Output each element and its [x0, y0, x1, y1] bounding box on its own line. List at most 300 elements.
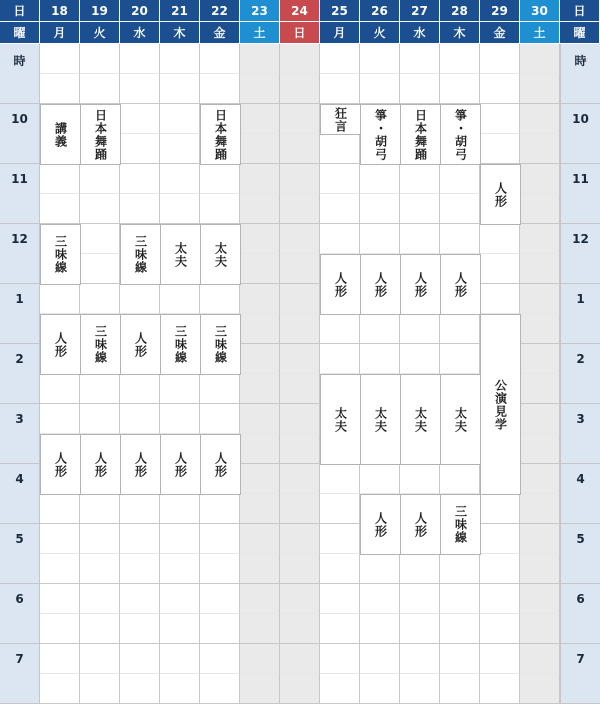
grid-cell [160, 44, 200, 74]
grid-cell [520, 194, 560, 224]
grid-cell [200, 614, 240, 644]
event-label: 三味線 [213, 325, 228, 364]
event-block[interactable] [400, 374, 441, 465]
time-label: 3 [0, 404, 40, 464]
grid-cell [520, 314, 560, 344]
grid-cell [360, 614, 400, 644]
grid-cell [40, 614, 80, 644]
grid-cell [320, 164, 360, 194]
event-block[interactable] [440, 254, 481, 315]
weekday-header: 土 [520, 22, 560, 44]
time-label: 1 [0, 284, 40, 344]
event-block[interactable] [160, 434, 201, 495]
grid-cell [320, 674, 360, 704]
grid-cell [40, 644, 80, 674]
grid-cell [280, 644, 320, 674]
grid-cell [160, 494, 200, 524]
grid-cell [240, 314, 280, 344]
grid-cell [200, 74, 240, 104]
grid-cell [160, 524, 200, 554]
weekday-header: 金 [200, 22, 240, 44]
grid-cell [40, 524, 80, 554]
grid-cell [360, 464, 400, 494]
grid-cell [160, 374, 200, 404]
grid-cell [280, 314, 320, 344]
event-block[interactable] [80, 104, 121, 165]
grid-cell [120, 74, 160, 104]
grid-cell [520, 644, 560, 674]
event-label: 三味線 [93, 325, 108, 364]
grid-cell [520, 224, 560, 254]
grid-cell [360, 674, 400, 704]
grid-cell [360, 314, 400, 344]
grid-cell [240, 524, 280, 554]
grid-cell [520, 164, 560, 194]
event-label: 日本舞踊 [413, 108, 428, 161]
grid-cell [280, 44, 320, 74]
grid-cell [240, 194, 280, 224]
grid-cell [400, 224, 440, 254]
event-block[interactable] [440, 104, 481, 165]
grid-cell [400, 614, 440, 644]
grid-cell [160, 284, 200, 314]
event-label: 人形 [133, 451, 148, 478]
event-block[interactable] [360, 254, 401, 315]
grid-cell [320, 344, 360, 374]
grid-cell [120, 614, 160, 644]
grid-cell [80, 44, 120, 74]
event-block[interactable] [160, 314, 201, 375]
grid-cell [80, 674, 120, 704]
grid-cell [520, 74, 560, 104]
grid-cell [480, 74, 520, 104]
grid-cell [520, 284, 560, 314]
grid-cell [440, 554, 480, 584]
grid-cell [160, 134, 200, 164]
grid-cell [120, 284, 160, 314]
grid-cell [80, 524, 120, 554]
grid-cell [200, 584, 240, 614]
grid-cell [40, 554, 80, 584]
grid-cell [280, 74, 320, 104]
event-block[interactable] [200, 314, 241, 375]
event-label: 三味線 [53, 235, 68, 274]
grid-cell [480, 254, 520, 284]
grid-cell [280, 674, 320, 704]
grid-cell [280, 224, 320, 254]
event-label: 人形 [213, 451, 228, 478]
event-label: 三味線 [173, 325, 188, 364]
grid-cell [520, 44, 560, 74]
grid-cell [120, 104, 160, 134]
weekday-header: 日 [280, 22, 320, 44]
date-header: 23 [240, 0, 280, 22]
event-block[interactable] [80, 434, 121, 495]
event-label: 人形 [333, 271, 348, 298]
grid-cell [440, 464, 480, 494]
grid-cell [40, 674, 80, 704]
weekday-header: 土 [240, 22, 280, 44]
event-block[interactable] [400, 494, 441, 555]
event-block[interactable] [480, 314, 521, 495]
event-block[interactable] [120, 314, 161, 375]
event-label: 講義 [53, 121, 68, 148]
event-block[interactable] [120, 224, 161, 285]
event-label: 人形 [373, 271, 388, 298]
grid-cell [80, 254, 120, 284]
grid-cell [240, 74, 280, 104]
grid-cell [400, 74, 440, 104]
weekday-header: 木 [440, 22, 480, 44]
grid-cell [80, 224, 120, 254]
grid-cell [440, 674, 480, 704]
event-block[interactable] [80, 314, 121, 375]
grid-cell [360, 44, 400, 74]
grid-cell [480, 584, 520, 614]
time-label-right: 2 [560, 344, 600, 404]
event-label: 太夫 [173, 241, 188, 268]
grid-cell [520, 464, 560, 494]
grid-cell [480, 284, 520, 314]
date-header: 25 [320, 0, 360, 22]
grid-cell [40, 584, 80, 614]
event-block[interactable] [40, 104, 81, 165]
grid-cell [280, 434, 320, 464]
grid-cell [520, 344, 560, 374]
grid-cell [240, 404, 280, 434]
grid-cell [240, 644, 280, 674]
event-label: 狂言 [333, 106, 348, 133]
grid-cell [440, 164, 480, 194]
grid-cell [400, 194, 440, 224]
weekday-header: 水 [400, 22, 440, 44]
event-block[interactable] [40, 434, 81, 495]
grid-cell [200, 284, 240, 314]
grid-cell [240, 224, 280, 254]
grid-cell [40, 44, 80, 74]
event-label: 人形 [413, 511, 428, 538]
event-label: 太夫 [213, 241, 228, 268]
grid-cell [80, 164, 120, 194]
date-header: 22 [200, 0, 240, 22]
grid-cell [80, 284, 120, 314]
grid-cell [120, 164, 160, 194]
grid-cell [120, 374, 160, 404]
event-label: 公演見学 [493, 378, 508, 431]
grid-cell [280, 194, 320, 224]
event-label: 日本舞踊 [213, 108, 228, 161]
event-label: 人形 [413, 271, 428, 298]
event-label: 太夫 [453, 406, 468, 433]
grid-cell [520, 254, 560, 284]
event-block[interactable] [40, 224, 81, 285]
date-header: 27 [400, 0, 440, 22]
grid-cell [400, 314, 440, 344]
grid-cell [240, 284, 280, 314]
grid-cell [200, 194, 240, 224]
grid-cell [240, 374, 280, 404]
grid-cell [400, 344, 440, 374]
grid-cell [280, 254, 320, 284]
grid-cell [80, 404, 120, 434]
grid-cell [320, 644, 360, 674]
event-label: 人形 [93, 451, 108, 478]
grid-cell [520, 404, 560, 434]
grid-cell [240, 584, 280, 614]
event-block[interactable] [440, 494, 481, 555]
date-header-corner-right: 日 [560, 0, 600, 22]
time-label: 2 [0, 344, 40, 404]
time-label-right: 5 [560, 524, 600, 584]
date-header: 18 [40, 0, 80, 22]
grid-cell [200, 44, 240, 74]
date-header: 30 [520, 0, 560, 22]
grid-cell [120, 554, 160, 584]
grid-cell [80, 614, 120, 644]
event-label: 箏・胡弓 [373, 108, 388, 161]
grid-cell [280, 524, 320, 554]
grid-cell [360, 344, 400, 374]
grid-cell [480, 644, 520, 674]
grid-cell [520, 134, 560, 164]
event-block[interactable] [360, 104, 401, 165]
grid-cell [400, 674, 440, 704]
event-label: 人形 [373, 511, 388, 538]
time-label: 6 [0, 584, 40, 644]
grid-cell [240, 44, 280, 74]
grid-cell [480, 554, 520, 584]
grid-cell [360, 164, 400, 194]
grid-cell [120, 584, 160, 614]
time-label-header: 時 [0, 44, 40, 104]
time-label-right: 12 [560, 224, 600, 284]
grid-cell [40, 404, 80, 434]
time-label-right: 1 [560, 284, 600, 344]
grid-cell [440, 74, 480, 104]
date-header: 28 [440, 0, 480, 22]
date-header: 26 [360, 0, 400, 22]
grid-cell [440, 314, 480, 344]
grid-cell [240, 134, 280, 164]
date-header: 19 [80, 0, 120, 22]
grid-cell [440, 614, 480, 644]
grid-cell [480, 614, 520, 644]
event-block[interactable] [320, 254, 361, 315]
grid-cell [80, 194, 120, 224]
weekday-header: 火 [80, 22, 120, 44]
grid-cell [520, 674, 560, 704]
grid-cell [240, 494, 280, 524]
grid-cell [320, 314, 360, 344]
event-block[interactable] [440, 374, 481, 465]
grid-cell [160, 104, 200, 134]
grid-cell [120, 404, 160, 434]
grid-cell [360, 554, 400, 584]
date-header: 29 [480, 0, 520, 22]
event-label: 人形 [53, 451, 68, 478]
event-block[interactable] [360, 494, 401, 555]
grid-cell [160, 584, 200, 614]
grid-cell [280, 284, 320, 314]
grid-cell [360, 224, 400, 254]
grid-cell [320, 584, 360, 614]
event-block[interactable] [320, 104, 361, 135]
grid-cell [320, 134, 360, 164]
grid-cell [80, 374, 120, 404]
event-label: 人形 [133, 331, 148, 358]
grid-cell [280, 344, 320, 374]
grid-cell [280, 404, 320, 434]
event-block[interactable] [120, 434, 161, 495]
grid-cell [320, 44, 360, 74]
grid-cell [80, 494, 120, 524]
grid-cell [200, 524, 240, 554]
grid-cell [240, 164, 280, 194]
grid-cell [280, 104, 320, 134]
event-block[interactable] [360, 374, 401, 465]
time-label-right: 10 [560, 104, 600, 164]
time-label-right: 3 [560, 404, 600, 464]
grid-cell [480, 224, 520, 254]
grid-cell [80, 554, 120, 584]
grid-cell [520, 554, 560, 584]
grid-cell [360, 584, 400, 614]
grid-cell [40, 164, 80, 194]
grid-cell [240, 464, 280, 494]
grid-cell [320, 74, 360, 104]
grid-cell [120, 524, 160, 554]
grid-cell [160, 674, 200, 704]
time-label: 4 [0, 464, 40, 524]
event-label: 人形 [493, 181, 508, 208]
grid-cell [240, 104, 280, 134]
grid-cell [200, 164, 240, 194]
grid-cell [400, 644, 440, 674]
grid-cell [40, 374, 80, 404]
grid-cell [440, 344, 480, 374]
grid-cell [200, 674, 240, 704]
grid-cell [400, 164, 440, 194]
event-label: 箏・胡弓 [453, 108, 468, 161]
grid-cell [200, 404, 240, 434]
grid-cell [160, 164, 200, 194]
event-block[interactable] [320, 374, 361, 465]
grid-cell [160, 194, 200, 224]
grid-cell [160, 554, 200, 584]
weekday-header: 月 [320, 22, 360, 44]
grid-cell [280, 464, 320, 494]
time-label: 7 [0, 644, 40, 704]
grid-cell [480, 674, 520, 704]
grid-cell [480, 494, 520, 524]
grid-cell [320, 554, 360, 584]
grid-cell [280, 584, 320, 614]
grid-cell [240, 254, 280, 284]
time-label: 12 [0, 224, 40, 284]
event-block[interactable] [160, 224, 201, 285]
date-header: 21 [160, 0, 200, 22]
grid-cell [240, 434, 280, 464]
grid-cell [160, 74, 200, 104]
grid-cell [360, 194, 400, 224]
grid-cell [120, 44, 160, 74]
weekday-header: 月 [40, 22, 80, 44]
time-label: 11 [0, 164, 40, 224]
grid-cell [480, 134, 520, 164]
grid-cell [240, 344, 280, 374]
time-label-right: 4 [560, 464, 600, 524]
grid-cell [240, 674, 280, 704]
grid-cell [40, 74, 80, 104]
grid-cell [240, 554, 280, 584]
time-label-right: 6 [560, 584, 600, 644]
grid-cell [520, 524, 560, 554]
time-label: 5 [0, 524, 40, 584]
weekday-header: 火 [360, 22, 400, 44]
grid-cell [280, 374, 320, 404]
grid-cell [40, 494, 80, 524]
event-block[interactable] [400, 104, 441, 165]
event-label: 太夫 [333, 406, 348, 433]
grid-cell [200, 374, 240, 404]
grid-cell [520, 614, 560, 644]
event-label: 三味線 [453, 505, 468, 544]
grid-cell [440, 644, 480, 674]
grid-cell [440, 584, 480, 614]
grid-cell [120, 674, 160, 704]
grid-cell [320, 464, 360, 494]
event-label: 日本舞踊 [93, 108, 108, 161]
grid-cell [480, 524, 520, 554]
event-label: 三味線 [133, 235, 148, 274]
event-label: 人形 [453, 271, 468, 298]
event-label: 人形 [53, 331, 68, 358]
grid-cell [160, 644, 200, 674]
grid-cell [400, 44, 440, 74]
grid-cell [40, 284, 80, 314]
grid-cell [280, 614, 320, 644]
event-block[interactable] [480, 164, 521, 225]
grid-cell [440, 224, 480, 254]
weekday-header-corner-right: 曜 [560, 22, 600, 44]
grid-cell [520, 104, 560, 134]
grid-cell [520, 374, 560, 404]
weekday-header-corner-left: 曜 [0, 22, 40, 44]
event-block[interactable] [200, 104, 241, 165]
grid-cell [280, 494, 320, 524]
grid-cell [520, 494, 560, 524]
grid-cell [160, 614, 200, 644]
date-header: 20 [120, 0, 160, 22]
event-label: 人形 [173, 451, 188, 478]
event-block[interactable] [200, 434, 241, 495]
grid-cell [80, 584, 120, 614]
event-block[interactable] [400, 254, 441, 315]
event-block[interactable] [200, 224, 241, 285]
grid-cell [120, 494, 160, 524]
grid-cell [240, 614, 280, 644]
grid-cell [120, 644, 160, 674]
time-label-header-right: 時 [560, 44, 600, 104]
grid-cell [520, 584, 560, 614]
grid-cell [160, 404, 200, 434]
grid-cell [200, 554, 240, 584]
grid-cell [80, 74, 120, 104]
time-label: 10 [0, 104, 40, 164]
event-block[interactable] [40, 314, 81, 375]
date-header-corner-left: 日 [0, 0, 40, 22]
event-label: 太夫 [373, 406, 388, 433]
